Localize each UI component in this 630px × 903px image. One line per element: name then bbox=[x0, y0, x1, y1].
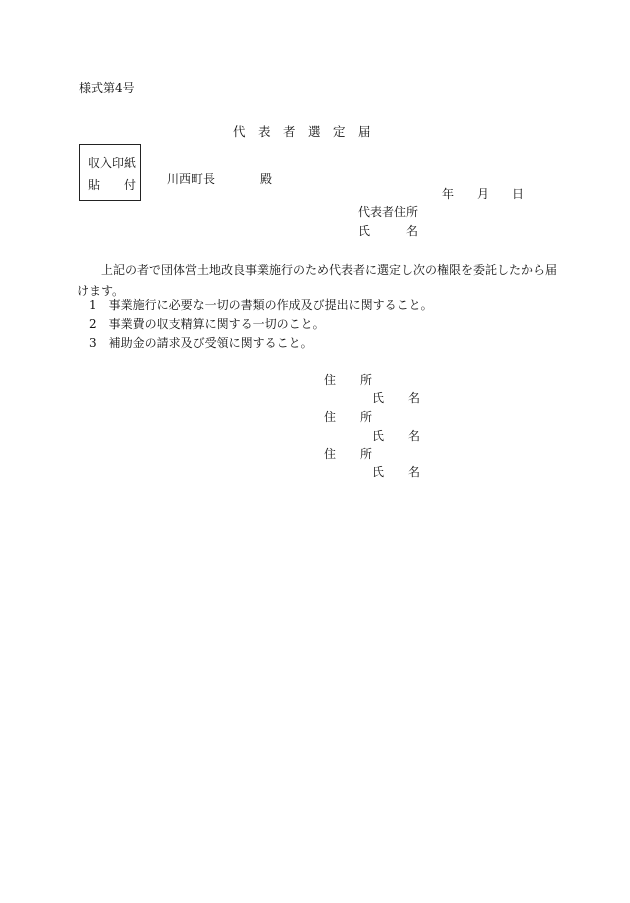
signatory-2-name-label: 氏 名 bbox=[372, 429, 421, 443]
representative-address-label: 代表者住所 bbox=[358, 205, 419, 219]
representative-name-label: 氏 名 bbox=[358, 224, 419, 238]
signatory-1-name-label: 氏 名 bbox=[372, 391, 421, 405]
honorific: 殿 bbox=[260, 172, 273, 186]
page-title: 代 表 者 選 定 届 bbox=[233, 124, 371, 139]
list-item-1: 1 事業施行に必要な一切の書類の作成及び提出に関すること。 bbox=[89, 298, 433, 312]
form-number: 様式第4号 bbox=[79, 81, 135, 95]
date-month-label: 月 bbox=[477, 187, 490, 201]
revenue-stamp-box bbox=[79, 144, 141, 201]
signatory-3-address-label: 住 所 bbox=[324, 447, 373, 461]
date-year-label: 年 bbox=[442, 187, 455, 201]
list-item-3: 3 補助金の請求及び受領に関すること。 bbox=[89, 336, 313, 350]
date-day-label: 日 bbox=[512, 187, 525, 201]
stamp-box-label-line2: 貼 付 bbox=[88, 178, 137, 192]
list-item-2: 2 事業費の収支精算に関する一切のこと。 bbox=[89, 317, 325, 331]
stamp-box-label-line1: 収入印紙 bbox=[88, 156, 137, 170]
signatory-3-name-label: 氏 名 bbox=[372, 465, 421, 479]
body-paragraph: 上記の者で団体営土地改良事業施行のため代表者に選定し次の権限を委託したから届けます。 bbox=[77, 263, 558, 298]
signatory-1-address-label: 住 所 bbox=[324, 373, 373, 387]
signatory-2-address-label: 住 所 bbox=[324, 410, 373, 424]
addressee: 川西町長 bbox=[167, 172, 216, 186]
